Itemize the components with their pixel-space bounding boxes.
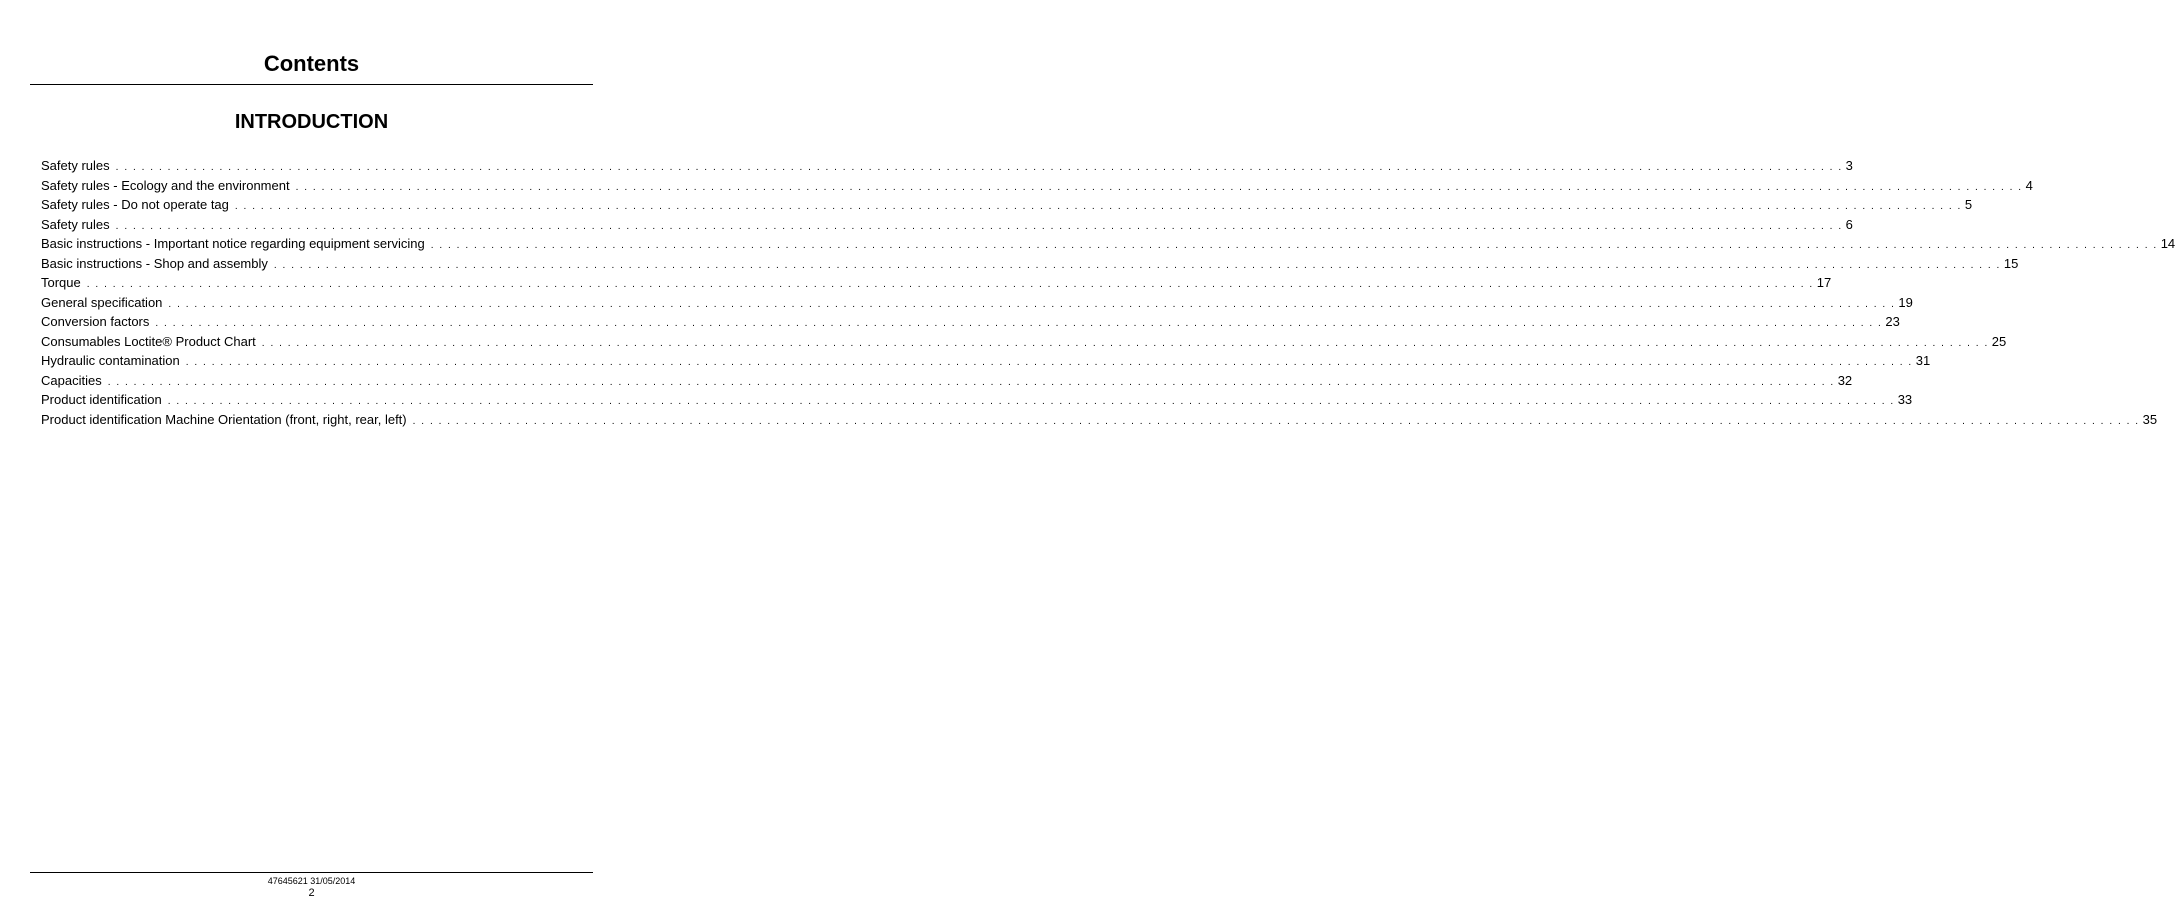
title-divider	[30, 84, 593, 85]
toc-entry-title: Hydraulic contamination	[41, 353, 180, 368]
toc-entry-page: 19	[1898, 294, 1913, 310]
toc-entry-title: Safety rules - Do not operate tag	[41, 197, 229, 212]
toc-entry-page: 35	[2142, 411, 2158, 427]
toc-entry-page: 6	[1845, 216, 1853, 232]
toc-entry[interactable]	[41, 390, 1913, 410]
toc-entry-title: Safety rules	[41, 216, 110, 232]
toc-entry-title: Basic instructions - Important notice regarding equipment servicing	[41, 236, 425, 251]
toc-dot-leader: . . . . . . . . . . . . . . . . . . . . . . . . . . . . . . . . . . . . . . . . . . . . . . . . . . . . . . . . . . . . . . . . . . . . . . . . . . . . . . . . . . . . . . . . . . . . . . . . . . . . . . . . . . . . . . . . . . . . . . . . . . . . . . . . . . . . . . . . . . . . . . . . . . . . . . . . . . . . . . . . . . . . . . . . . . . . . . . . . . . . . . . . . . . . . . . . . . . . . . . .	[86, 279, 1814, 290]
toc-dot-leader: . . . . . . . . . . . . . . . . . . . . . . . . . . . . . . . . . . . . . . . . . . . . . . . . . . . . . . . . . . . . . . . . . . . . . . . . . . . . . . . . . . . . . . . . . . . . . . . . . . . . . . . . . . . . . . . . . . . . . . . . . . . . . . . . . . . . . . . . . . . . . . . . . . . . . . . . . . . . . . . . . . . . . . . . . . . . . . . . . . . . . . . . . . . . . . . . . . . . . . . .	[295, 181, 2023, 193]
toc-entry[interactable]	[41, 156, 1853, 176]
toc-entry[interactable]	[41, 312, 1900, 332]
toc-entry-page: 17	[1816, 275, 1832, 290]
toc-entry-title: Consumables Loctite® Product Chart	[41, 333, 256, 349]
toc-dot-leader: . . . . . . . . . . . . . . . . . . . . . . . . . . . . . . . . . . . . . . . . . . . . . . . . . . . . . . . . . . . . . . . . . . . . . . . . . . . . . . . . . . . . . . . . . . . . . . . . . . . . . . . . . . . . . . . . . . . . . . . . . . . . . . . . . . . . . . . . . . . . . . . . . . . . . . . . . . . . . . . . . . . . . . . . . . . . . . . . . . . . . . . . . . . . . . . . . . . . . . . .	[185, 357, 1913, 368]
toc-entry[interactable]	[41, 176, 2033, 196]
page-title: Contents	[263, 51, 360, 76]
toc-entry[interactable]	[41, 215, 1853, 235]
toc-entry[interactable]	[41, 254, 2019, 274]
toc-entry-title: Product identification	[41, 392, 162, 407]
toc-entry[interactable]	[41, 410, 2158, 430]
toc-dot-leader: . . . . . . . . . . . . . . . . . . . . . . . . . . . . . . . . . . . . . . . . . . . . . . . . . . . . . . . . . . . . . . . . . . . . . . . . . . . . . . . . . . . . . . . . . . . . . . . . . . . . . . . . . . . . . . . . . . . . . . . . . . . . . . . . . . . . . . . . . . . . . . . . . . . . . . . . . . . . . . . . . . . . . . . . . . . . . . . . . . . . . . . . . . . . . . . . . . . . . . . .	[167, 396, 1895, 407]
toc-entry[interactable]	[41, 234, 2175, 254]
toc-dot-leader: . . . . . . . . . . . . . . . . . . . . . . . . . . . . . . . . . . . . . . . . . . . . . . . . . . . . . . . . . . . . . . . . . . . . . . . . . . . . . . . . . . . . . . . . . . . . . . . . . . . . . . . . . . . . . . . . . . . . . . . . . . . . . . . . . . . . . . . . . . . . . . . . . . . . . . . . . . . . . . . . . . . . . . . . . . . . . . . . . . . . . . . . . . . . . . . . . . . . . . . .	[273, 259, 2001, 271]
toc-entry-page: 4	[2025, 177, 2033, 193]
toc-entry-title: Capacities	[41, 372, 102, 388]
toc-entry-title: Basic instructions - Shop and assembly	[41, 255, 268, 271]
toc-entry[interactable]	[41, 332, 2007, 352]
toc-dot-leader: . . . . . . . . . . . . . . . . . . . . . . . . . . . . . . . . . . . . . . . . . . . . . . . . . . . . . . . . . . . . . . . . . . . . . . . . . . . . . . . . . . . . . . . . . . . . . . . . . . . . . . . . . . . . . . . . . . . . . . . . . . . . . . . . . . . . . . . . . . . . . . . . . . . . . . . . . . . . . . . . . . . . . . . . . . . . . . . . . . . . . . . . . . . . . . . . . . . . . . . .	[155, 318, 1883, 329]
toc-entry-page: 33	[1897, 392, 1913, 407]
toc-entry-page: 25	[1991, 333, 2007, 349]
footer-document-reference: 47645621 31/05/2014	[267, 876, 356, 886]
toc-entry-page: 31	[1915, 353, 1931, 368]
toc-entry-title: Torque	[41, 275, 81, 290]
toc-entry-page: 23	[1885, 314, 1900, 329]
toc-entry-page: 14	[2160, 236, 2175, 251]
toc-entry-title: Conversion factors	[41, 314, 150, 329]
toc-entry-page: 32	[1837, 372, 1853, 388]
toc-entry[interactable]	[41, 351, 1931, 371]
table-of-contents	[41, 156, 2175, 429]
toc-entry-page: 5	[1964, 197, 1973, 212]
toc-entry-page: 15	[2003, 255, 2019, 271]
toc-entry-title: Safety rules - Ecology and the environment	[41, 177, 290, 193]
toc-dot-leader: . . . . . . . . . . . . . . . . . . . . . . . . . . . . . . . . . . . . . . . . . . . . . . . . . . . . . . . . . . . . . . . . . . . . . . . . . . . . . . . . . . . . . . . . . . . . . . . . . . . . . . . . . . . . . . . . . . . . . . . . . . . . . . . . . . . . . . . . . . . . . . . . . . . . . . . . . . . . . . . . . . . . . . . . . . . . . . . . . . . . . . . . . . . . . . . . . . . . . . . .	[430, 240, 2158, 251]
toc-entry[interactable]	[41, 371, 1853, 391]
toc-dot-leader: . . . . . . . . . . . . . . . . . . . . . . . . . . . . . . . . . . . . . . . . . . . . . . . . . . . . . . . . . . . . . . . . . . . . . . . . . . . . . . . . . . . . . . . . . . . . . . . . . . . . . . . . . . . . . . . . . . . . . . . . . . . . . . . . . . . . . . . . . . . . . . . . . . . . . . . . . . . . . . . . . . . . . . . . . . . . . . . . . . . . . . . . . . . . . . . . . . . . . . . .	[107, 376, 1835, 388]
toc-dot-leader: . . . . . . . . . . . . . . . . . . . . . . . . . . . . . . . . . . . . . . . . . . . . . . . . . . . . . . . . . . . . . . . . . . . . . . . . . . . . . . . . . . . . . . . . . . . . . . . . . . . . . . . . . . . . . . . . . . . . . . . . . . . . . . . . . . . . . . . . . . . . . . . . . . . . . . . . . . . . . . . . . . . . . . . . . . . . . . . . . . . . . . . . . . . . . . . . . . . . . . . .	[234, 201, 1962, 212]
toc-dot-leader: . . . . . . . . . . . . . . . . . . . . . . . . . . . . . . . . . . . . . . . . . . . . . . . . . . . . . . . . . . . . . . . . . . . . . . . . . . . . . . . . . . . . . . . . . . . . . . . . . . . . . . . . . . . . . . . . . . . . . . . . . . . . . . . . . . . . . . . . . . . . . . . . . . . . . . . . . . . . . . . . . . . . . . . . . . . . . . . . . . . . . . . . . . . . . . . . . . . . . . . .	[115, 162, 1843, 173]
toc-dot-leader: . . . . . . . . . . . . . . . . . . . . . . . . . . . . . . . . . . . . . . . . . . . . . . . . . . . . . . . . . . . . . . . . . . . . . . . . . . . . . . . . . . . . . . . . . . . . . . . . . . . . . . . . . . . . . . . . . . . . . . . . . . . . . . . . . . . . . . . . . . . . . . . . . . . . . . . . . . . . . . . . . . . . . . . . . . . . . . . . . . . . . . . . . . . . . . . . . . . . . . . .	[168, 298, 1896, 310]
toc-entry-title: General specification	[41, 294, 163, 310]
toc-entry-page: 3	[1845, 158, 1853, 173]
toc-dot-leader: . . . . . . . . . . . . . . . . . . . . . . . . . . . . . . . . . . . . . . . . . . . . . . . . . . . . . . . . . . . . . . . . . . . . . . . . . . . . . . . . . . . . . . . . . . . . . . . . . . . . . . . . . . . . . . . . . . . . . . . . . . . . . . . . . . . . . . . . . . . . . . . . . . . . . . . . . . . . . . . . . . . . . . . . . . . . . . . . . . . . . . . . . . . . . . . . . . . . . . . .	[115, 220, 1843, 232]
footer-page-number: 2	[308, 887, 315, 899]
toc-entry[interactable]	[41, 293, 1913, 313]
footer-divider	[30, 872, 593, 873]
section-heading: INTRODUCTION	[234, 111, 389, 133]
toc-entry-title: Safety rules	[41, 158, 110, 173]
toc-dot-leader: . . . . . . . . . . . . . . . . . . . . . . . . . . . . . . . . . . . . . . . . . . . . . . . . . . . . . . . . . . . . . . . . . . . . . . . . . . . . . . . . . . . . . . . . . . . . . . . . . . . . . . . . . . . . . . . . . . . . . . . . . . . . . . . . . . . . . . . . . . . . . . . . . . . . . . . . . . . . . . . . . . . . . . . . . . . . . . . . . . . . . . . . . . . . . . . . . . . . . . . .	[412, 415, 2140, 427]
toc-entry[interactable]	[41, 273, 1832, 293]
toc-entry[interactable]	[41, 195, 1973, 215]
toc-entry-title: Product identification Machine Orientation (front, right, rear, left)	[41, 411, 407, 427]
toc-dot-leader: . . . . . . . . . . . . . . . . . . . . . . . . . . . . . . . . . . . . . . . . . . . . . . . . . . . . . . . . . . . . . . . . . . . . . . . . . . . . . . . . . . . . . . . . . . . . . . . . . . . . . . . . . . . . . . . . . . . . . . . . . . . . . . . . . . . . . . . . . . . . . . . . . . . . . . . . . . . . . . . . . . . . . . . . . . . . . . . . . . . . . . . . . . . . . . . . . . . . . . . .	[261, 337, 1989, 349]
